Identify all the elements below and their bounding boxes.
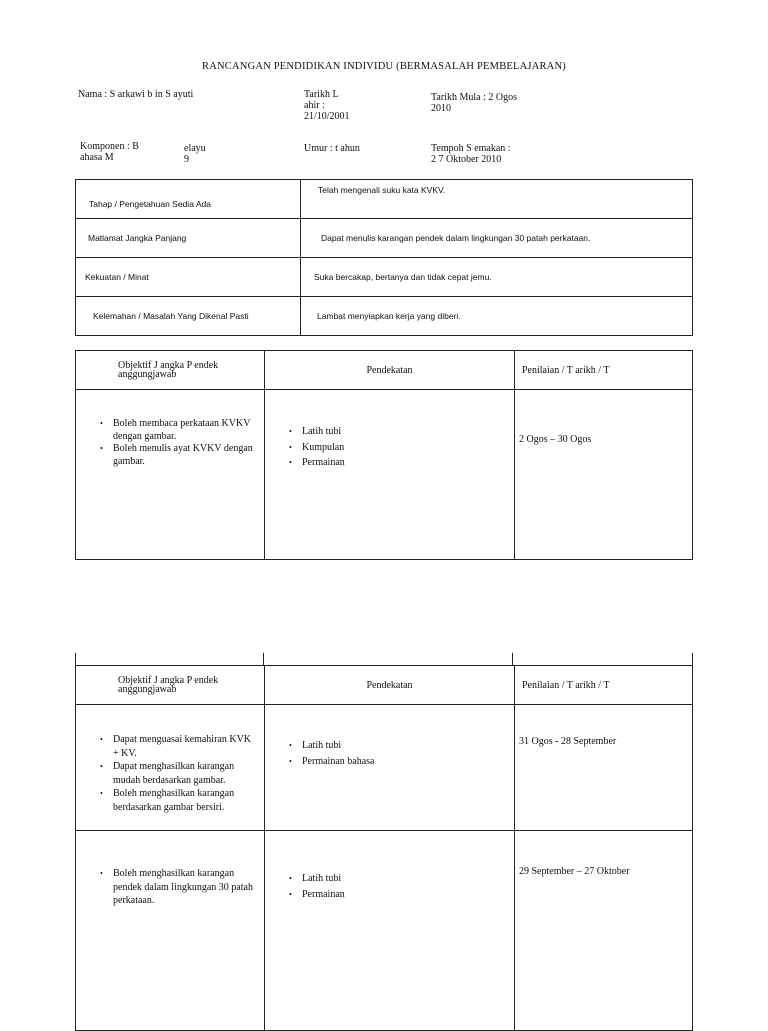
plan-row <box>76 390 693 560</box>
page-title: RANCANGAN PENDIDIKAN INDIVIDU (BERMASALAH PEMBELAJARAN) <box>202 61 566 72</box>
info-row-tahap <box>76 180 693 219</box>
tempoh-semakan-field: Tempoh S emakan : 2 7 Oktober 2010 <box>431 143 511 165</box>
info-row-kelemahan <box>76 297 693 336</box>
list-item: • Latih tubi <box>302 871 514 887</box>
info-value: Dapat menulis karangan pendek dalam lingkungan 30 patah perkataan. <box>321 233 591 243</box>
penilaian-value: 31 Ogos - 28 September <box>519 736 617 747</box>
penilaian-value: 2 Ogos – 30 Ogos <box>519 434 592 445</box>
objektif-list <box>76 733 264 814</box>
info-label: Kekuatan / Minat <box>85 272 149 282</box>
list-item: • Permainan <box>302 455 514 471</box>
tarikh-mula-field: Tarikh Mula : 2 Ogos 2010 <box>431 92 517 114</box>
info-row-kekuatan <box>76 258 693 297</box>
page-continuation-line <box>692 653 693 665</box>
list-item: • Boleh membaca perkataan KVKV dengan gambar. <box>113 418 253 443</box>
komponen-field: Komponen : B ahasa M <box>80 141 139 163</box>
pendekatan-list <box>265 871 514 902</box>
pendekatan-header: Pendekatan <box>366 679 413 691</box>
info-value: Telah mengenali suku kata KVKV. <box>318 185 446 195</box>
info-table <box>75 179 693 336</box>
plan-table-1 <box>75 350 693 560</box>
penilaian-header: Penilaian / T arikh / T <box>522 679 610 691</box>
list-item: • Dapat menguasai kemahiran KVK + KV. <box>113 733 258 760</box>
plan-table-2 <box>75 665 693 1031</box>
list-item: • Dapat menghasilkan karangan mudah berdasarkan gambar. <box>113 760 258 787</box>
list-item: • Latih tubi <box>302 738 514 754</box>
list-item: • Boleh menulis ayat KVKV dengan gambar. <box>113 443 253 468</box>
penilaian-value: 29 September – 27 Oktober <box>519 866 630 877</box>
list-item: • Permainan bahasa <box>302 754 514 770</box>
info-label: Kelemahan / Masalah Yang Dikenal Pasti <box>93 311 249 321</box>
objektif-list <box>76 418 264 468</box>
komponen-subject-field: elayu 9 <box>184 143 206 165</box>
page-continuation-line <box>263 653 264 665</box>
plan-row <box>76 705 693 831</box>
nama-field: Nama : S arkawi b in S ayuti <box>78 89 194 100</box>
info-row-matlamat <box>76 219 693 258</box>
tarikh-lahir-field: Tarikh L ahir : 21/10/2001 <box>304 89 350 122</box>
list-item: • Permainan <box>302 887 514 903</box>
info-value: Lambat menyiapkan kerja yang diberi. <box>317 311 461 321</box>
info-label: Tahap / Pengetahuan Sedia Ada <box>89 199 211 209</box>
list-item: • Kumpulan <box>302 440 514 456</box>
page-continuation-line <box>75 653 76 665</box>
pendekatan-list <box>265 424 514 471</box>
page-continuation-line <box>512 653 513 665</box>
list-item: • Boleh menghasilkan karangan berdasarkan gambar bersiri. <box>113 787 258 814</box>
objektif-header: Objektif J angka P endek anggungjawab <box>118 360 219 380</box>
list-item: • Latih tubi <box>302 424 514 440</box>
plan-header-row <box>76 351 693 390</box>
penilaian-header: Penilaian / T arikh / T <box>522 364 610 376</box>
info-value: Suka bercakap, bertanya dan tidak cepat jemu. <box>314 272 492 282</box>
plan-row <box>76 831 693 1031</box>
objektif-header: Objektif J angka P endek anggungjawab <box>118 675 219 695</box>
pendekatan-list <box>265 738 514 769</box>
umur-field: Umur : t ahun <box>304 143 360 154</box>
info-label: Matlamat Jangka Panjang <box>88 233 187 243</box>
pendekatan-header: Pendekatan <box>366 364 413 376</box>
list-item: • Boleh menghasilkan karangan pendek dalam lingkungan 30 patah perkataan. <box>113 867 258 908</box>
plan-header-row <box>76 666 693 705</box>
objektif-list <box>76 867 264 908</box>
